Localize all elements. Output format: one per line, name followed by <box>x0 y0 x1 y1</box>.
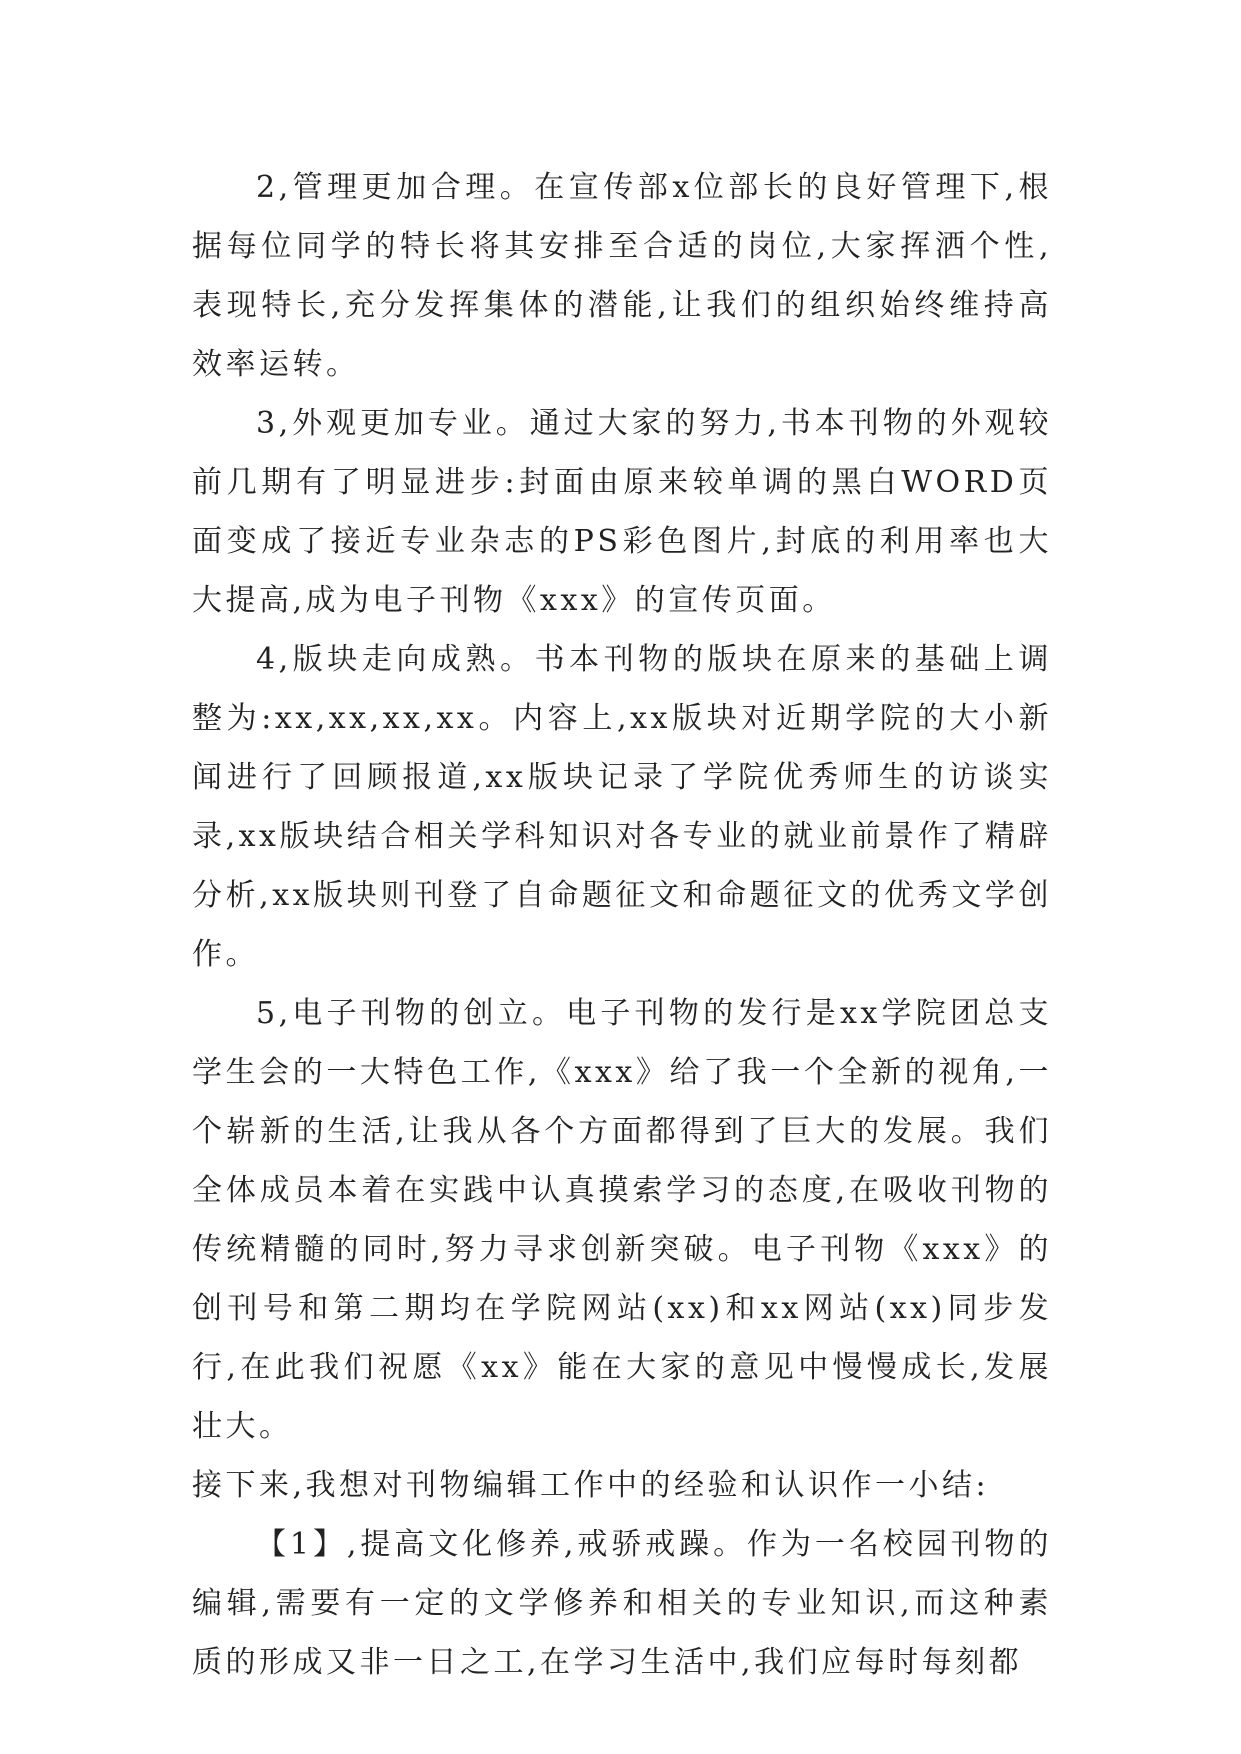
paragraph-summary-intro: 接下来,我想对刊物编辑工作中的经验和认识作一小结: <box>192 1468 990 1503</box>
document-body <box>192 158 1052 1692</box>
paragraph-appearance: 3,外观更加专业。通过大家的努力,书本刊物的外观较前几期有了明显进步:封面由原来较单调的黑白WORD页面变成了接近专业杂志的PS彩色图片,封底的利用率也大大提高,成为电子刊物《xxx》的宣传页面。 <box>192 406 1052 618</box>
paragraph-sections: 4,版块走向成熟。书本刊物的版块在原来的基础上调整为:xx,xx,xx,xx。内容上,xx版块对近期学院的大小新闻进行了回顾报道,xx版块记录了学院优秀师生的访谈实录,xx版块结合相关学科知识对各专业的就业前景作了精辟分析,xx版块则刊登了自命题征文和命题征文的优秀文学创作。 <box>192 642 1052 972</box>
paragraph-e-journal: 5,电子刊物的创立。电子刊物的发行是xx学院团总支学生会的一大特色工作,《xxx》给了我一个全新的视角,一个崭新的生活,让我从各个方面都得到了巨大的发展。我们全体成员本着在实践中认真摸索学习的态度,在吸收刊物的传统精髓的同时,努力寻求创新突破。电子刊物《xxx》的创刊号和第二期均在学院网站(xx)和xx网站(xx)同步发行,在此我们祝愿《xx》能在大家的意见中慢慢成长,发展壮大。 <box>192 996 1052 1444</box>
paragraph-management: 2,管理更加合理。在宣传部x位部长的良好管理下,根据每位同学的特长将其安排至合适的岗位,大家挥洒个性,表现特长,充分发挥集体的潜能,让我们的组织始终维持高效率运转。 <box>192 170 1052 382</box>
paragraph-point-1: 【1】,提高文化修养,戒骄戒躁。作为一名校园刊物的编辑,需要有一定的文学修养和相关的专业知识,而这种素质的形成又非一日之工,在学习生活中,我们应每时每刻都 <box>192 1527 1052 1680</box>
